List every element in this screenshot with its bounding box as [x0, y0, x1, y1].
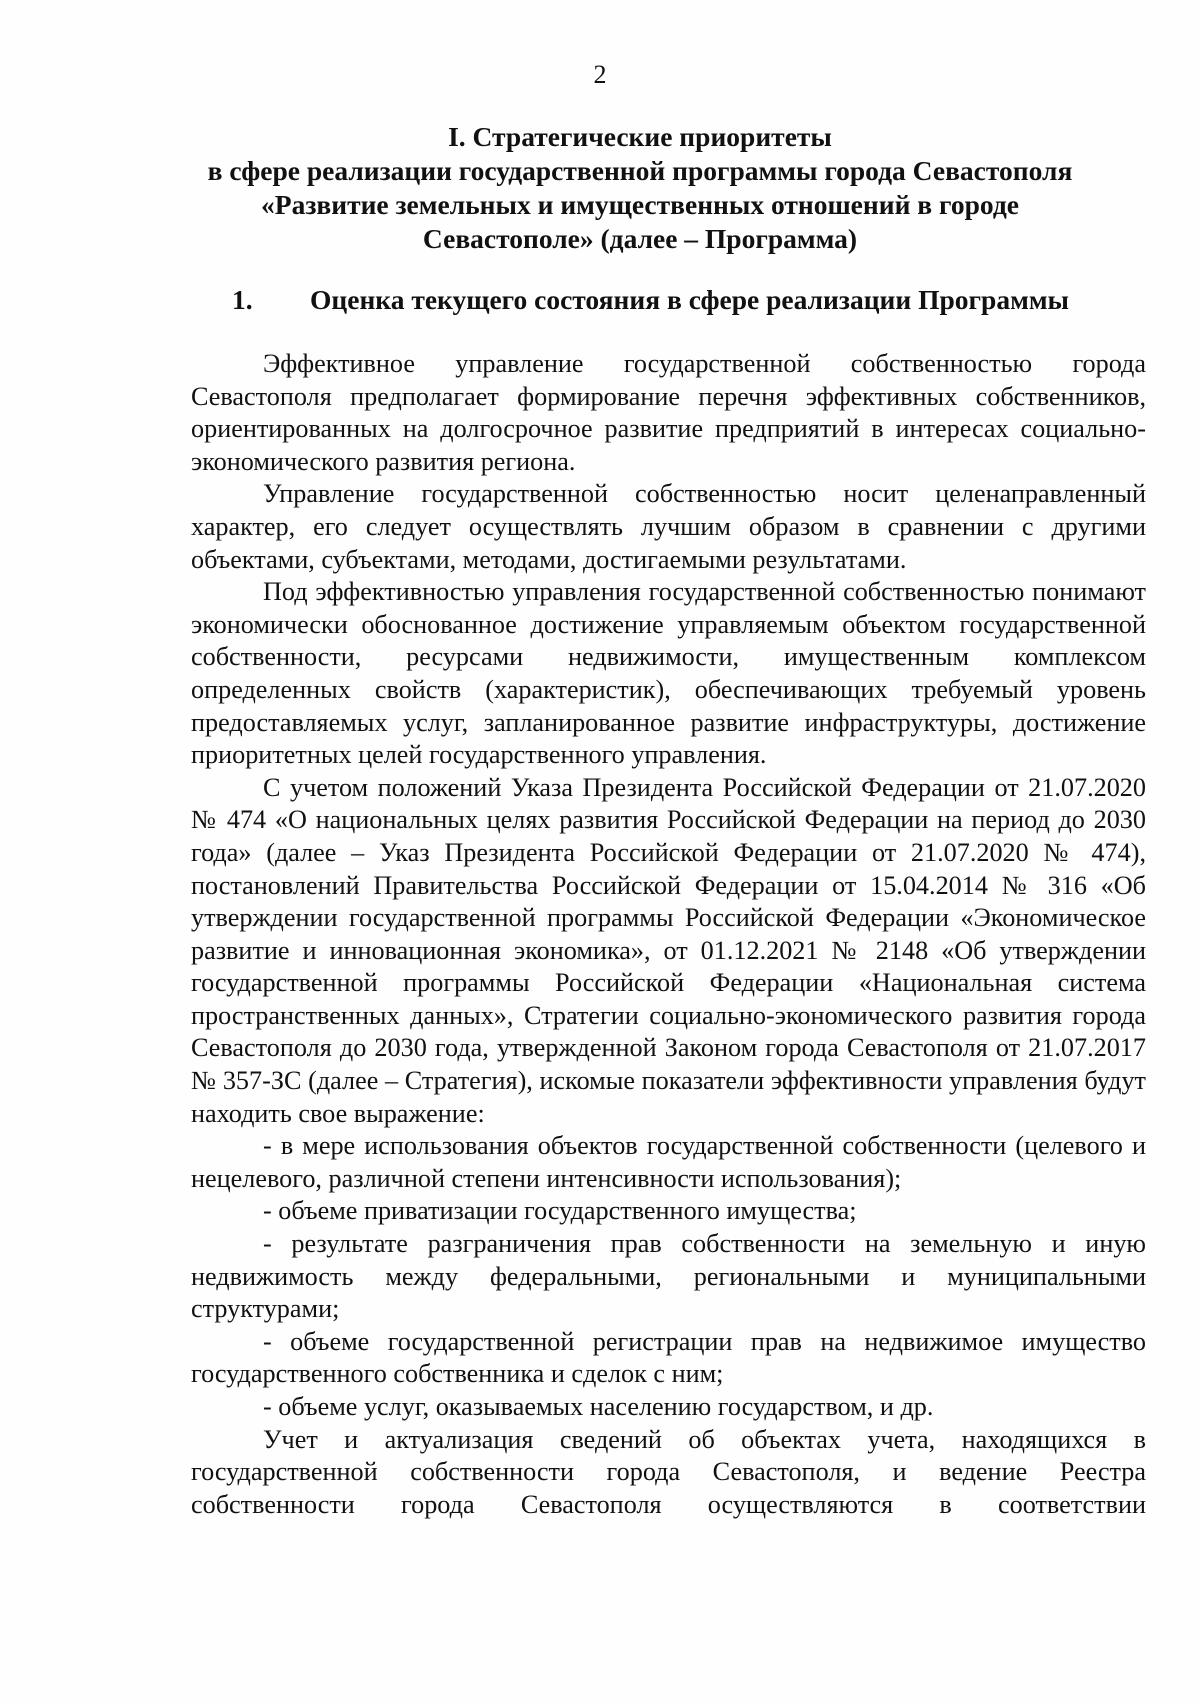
document-body: [191, 348, 1146, 1521]
section-heading: [232, 283, 1069, 317]
paragraph: Учет и актуализация сведений об объектах учета, находящихся в государственной собственности города Севастополя, и ведение Реестра собственности города Севастополя осуществляются в соответствии: [191, 1424, 1146, 1519]
section-number: 1.: [232, 284, 253, 315]
bullet-item: - в мере использования объектов государственной собственности (целевого и нецелевого, различной степени интенсивности использования);: [191, 1131, 1146, 1193]
heading-line-2: в сфере реализации государственной программы города Севастополя: [207, 155, 1073, 186]
heading-line-1: I. Стратегические приоритеты: [448, 121, 832, 152]
heading-line-3: «Развитие земельных и имущественных отношений в городе: [261, 189, 1019, 220]
section-title: Оценка текущего состояния в сфере реализации Программы: [310, 284, 1070, 315]
paragraph: Эффективное управление государственной собственностью города Севастополя предполагает формирование перечня эффективных собственников, ориентированных на долгосрочное развитие предприятий в интересах социально-экономического развития региона.: [191, 349, 1146, 476]
bullet-item: - объеме приватизации государственного имущества;: [263, 1196, 857, 1226]
bullet-item: - объеме государственной регистрации прав на недвижимое имущество государственного собственника и сделок с ним;: [191, 1326, 1146, 1389]
paragraph: С учетом положений Указа Президента Российской Федерации от 21.07.2020 № 474 «О национальных целях развития Российской Федерации на период до 2030 года» (далее – Указ Президента Российской Федерации от 21.07.2020 № 474), постановлений Правительства Российской Федерации от 15.04.2014 № 316 «Об утверждении государственной программы Российской Федерации «Экономическое развитие и инновационная экономика», от 01.12.2021 № 2148 «Об утверждении государственной программы Российской Федерации «Национальная система пространственных данных», Стратегии социально-экономического развития города Севастополя до 2030 года, утвержденной Законом города Севастополя от 21.07.2017 № 357-ЗС (далее – Стратегия), искомые показатели эффективности управления будут находить свое выражение:: [191, 772, 1146, 1128]
chapter-heading: [190, 120, 1090, 256]
page-number: 2: [593, 60, 607, 89]
paragraph: Под эффективностью управления государственной собственностью понимают экономически обоснованное достижение управляемым объектом государственной собственности, ресурсами недвижимости, имущественным комплексом определенных свойств (характеристик), обеспечивающих требуемый уровень предоставляемых услуг, запланированное развитие инфраструктуры, достижение приоритетных целей государственного управления.: [191, 577, 1146, 770]
bullet-item: - объеме услуг, оказываемых населению государством, и др.: [263, 1392, 934, 1421]
bullet-item: - результате разграничения прав собственности на земельную и иную недвижимость между федеральными, региональными и муниципальными структурами;: [191, 1229, 1146, 1324]
paragraph: Управление государственной собственностью носит целенаправленный характер, его следует осуществлять лучшим образом в сравнении с другими объектами, субъектами, методами, достигаемыми результатами.: [191, 479, 1146, 574]
heading-line-4: Севастополе» (далее – Программа): [422, 223, 858, 254]
